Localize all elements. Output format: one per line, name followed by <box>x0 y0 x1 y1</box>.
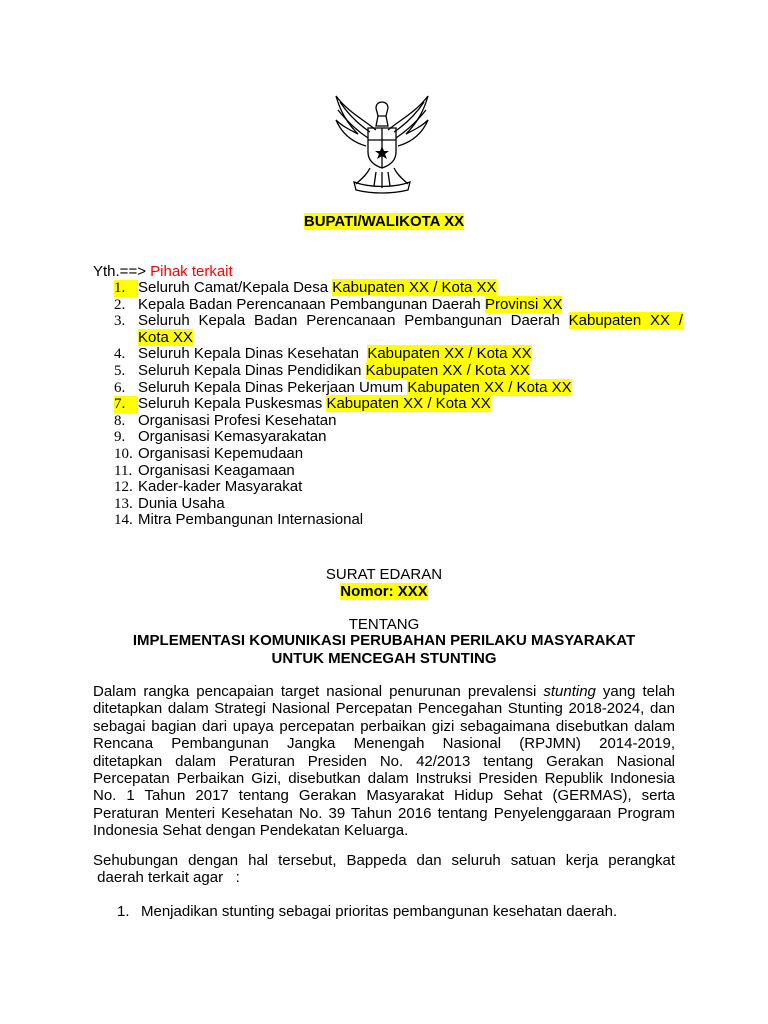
addressee-prefix: Yth.==> <box>93 263 151 280</box>
garuda-emblem-icon <box>330 90 434 194</box>
list-item: 5. Seluruh Kepala Dinas Pendidikan Kabupaten XX / Kota XX <box>114 361 530 379</box>
list-item: 14. Mitra Pembangunan Internasional <box>114 511 364 529</box>
circular-label: SURAT EDARAN <box>325 566 443 583</box>
recipient-list <box>93 280 683 529</box>
list-item: 10. Organisasi Kepemudaan <box>114 444 304 462</box>
body-paragraph: Sehubungan dengan hal tersebut, Bappeda dan seluruh satuan kerja perangkat daerah terkait agar : <box>93 852 675 887</box>
addressee-note: Pihak terkait <box>150 263 233 280</box>
list-item: 4. Seluruh Kepala Dinas Kesehatan Kabupaten XX / Kota XX <box>114 345 532 363</box>
body-paragraph: Dalam rangka pencapaian target nasional penurunan prevalensi stunting yang telah ditetapkan dalam Strategi Nasional Percepatan Pencegahan Stunting 2018-2024, dan sebagai bagian dari upaya percepatan perbaikan gizi sebagaimana disebutkan dalam Rencana Pembangunan Jangka Menengah Nasional (RPJMN) 2014-2019, ditetapkan dalam Peraturan Presiden No. 42/2013 tentang Gerakan Nasional Percepatan Perbaikan Gizi, disebutkan dalam Instruksi Presiden Republik Indonesia No. 1 Tahun 2017 tentang Gerakan Masyarakat Hidup Sehat (GERMAS), serta Peraturan Menteri Kesehatan No. 39 Tahun 2016 tentang Penyelenggaraan Program Indonesia Sehat dengan Pendekatan Keluarga. <box>93 683 676 840</box>
list-item: 13. Dunia Usaha <box>114 494 225 512</box>
about-label: TENTANG <box>348 616 420 633</box>
list-item: 3. Seluruh Kepala Badan Perencanaan Pembangunan Daerah Kabupaten XX / Kota XX <box>114 312 683 346</box>
addressee-line <box>93 263 233 280</box>
list-item: 1. Menjadikan stunting sebagai prioritas pembangunan kesehatan daerah. <box>117 903 618 920</box>
list-item: 1. Seluruh Camat/Kepala Desa Kabupaten XX / Kota XX <box>114 279 497 296</box>
list-item: 7. Seluruh Kepala Puskesmas Kabupaten XX / Kota XX <box>114 395 491 413</box>
list-item: 9. Organisasi Kemasyarakatan <box>114 428 327 446</box>
document-title: BUPATI/WALIKOTA XX <box>303 213 465 230</box>
subject-line: IMPLEMENTASI KOMUNIKASI PERUBAHAN PERILAKU MASYARAKAT <box>132 632 636 649</box>
circular-number: Nomor: XXX <box>340 583 428 600</box>
list-item: 12. Kader-kader Masyarakat <box>114 478 303 496</box>
list-item: 8. Organisasi Profesi Kesehatan <box>114 411 337 429</box>
list-item: 2. Kepala Badan Perencanaan Pembangunan Daerah Provinsi XX <box>114 295 563 313</box>
subject-line: UNTUK MENCEGAH STUNTING <box>271 650 497 667</box>
list-item: 11. Organisasi Keagamaan <box>114 461 295 479</box>
list-item: 6. Seluruh Kepala Dinas Pekerjaan Umum Kabupaten XX / Kota XX <box>114 378 572 396</box>
